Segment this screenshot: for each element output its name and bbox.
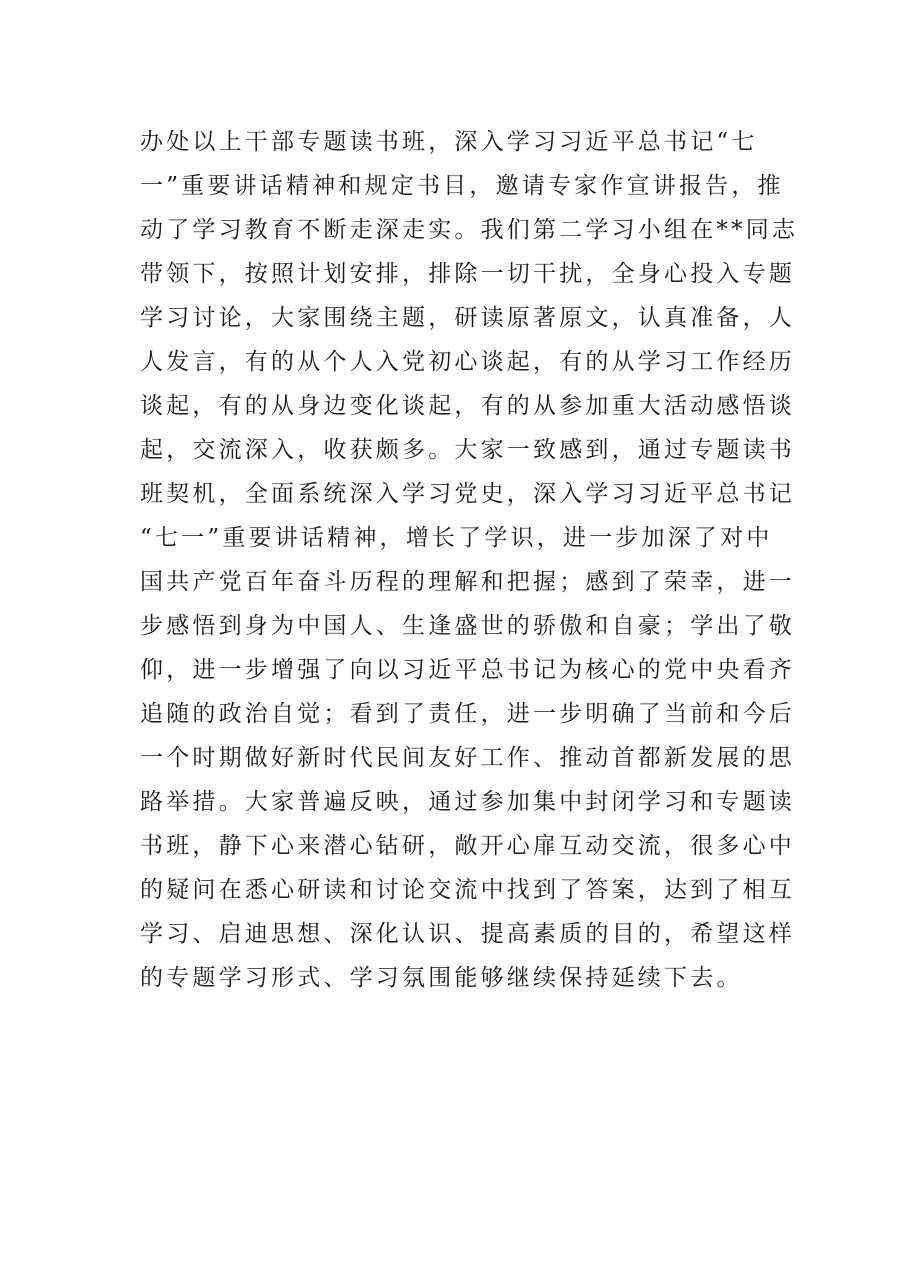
text-line-1: 办处以上干部专题读书班，深入学习习近平总书记“七 [140, 129, 758, 155]
text-line-19: 学习、启迪思想、深化认识、提高素质的目的，希望这样 [140, 921, 795, 947]
text-line-10: “七一”重要讲话精神，增长了学识，进一步加深了对中 [140, 525, 773, 551]
text-line-8: 起，交流深入，收获颇多。大家一致感到，通过专题读书 [140, 437, 795, 463]
text-line-3: 动了学习教育不断走深走实。我们第二学习小组在**同志 [140, 217, 799, 243]
body-paragraph [140, 120, 799, 1000]
text-line-5: 学习讨论，大家围绕主题，研读原著原文，认真准备，人 [140, 305, 795, 331]
text-line-2: 一”重要讲话精神和规定书目，邀请专家作宣讲报告，推 [140, 173, 784, 199]
text-line-15: 一个时期做好新时代民间友好工作、推动首都新发展的思 [140, 745, 795, 771]
text-line-14: 追随的政治自觉；看到了责任，进一步明确了当前和今后 [140, 701, 795, 727]
text-line-7: 谈起，有的从身边变化谈起，有的从参加重大活动感悟谈 [140, 393, 795, 419]
text-line-9: 班契机，全面系统深入学习党史，深入学习习近平总书记 [140, 481, 795, 507]
text-line-17: 书班，静下心来潜心钻研，敞开心扉互动交流，很多心中 [140, 833, 795, 859]
text-line-12: 步感悟到身为中国人、生逢盛世的骄傲和自豪；学出了敬 [140, 613, 795, 639]
text-line-20: 的专题学习形式、学习氛围能够继续保持延续下去。 [140, 965, 743, 991]
text-line-18: 的疑问在悉心研读和讨论交流中找到了答案，达到了相互 [140, 877, 795, 903]
text-line-13: 仰，进一步增强了向以习近平总书记为核心的党中央看齐 [140, 657, 795, 683]
text-line-4: 带领下，按照计划安排，排除一切干扰，全身心投入专题 [140, 261, 795, 287]
text-line-11: 国共产党百年奋斗历程的理解和把握；感到了荣幸，进一 [140, 569, 795, 595]
text-line-6: 人发言，有的从个人入党初心谈起，有的从学习工作经历 [140, 349, 795, 375]
text-line-16: 路举措。大家普遍反映，通过参加集中封闭学习和专题读 [140, 789, 795, 815]
